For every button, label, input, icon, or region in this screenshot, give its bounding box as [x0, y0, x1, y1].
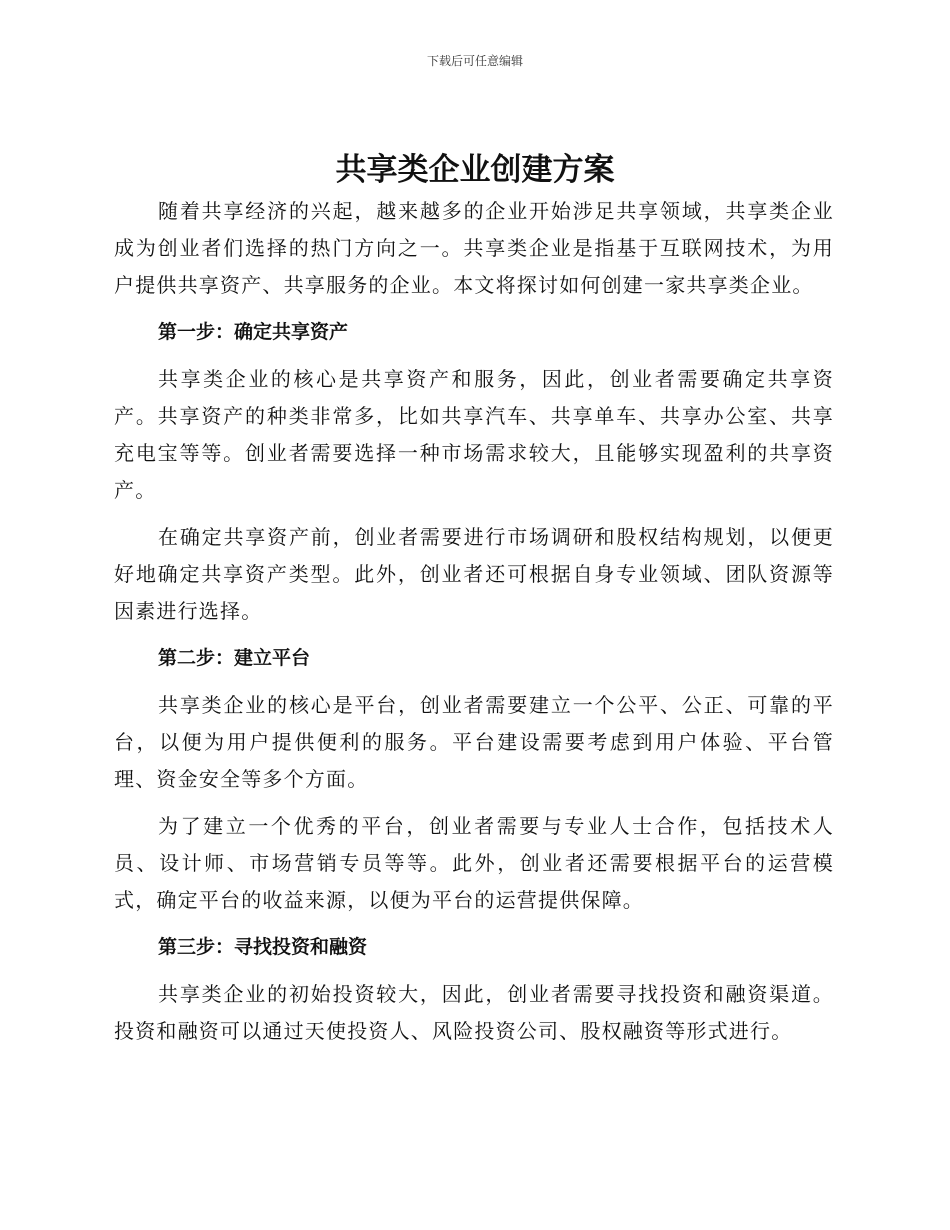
section-heading-step-3: 第三步：寻找投资和融资: [158, 936, 368, 958]
section-2-paragraph-1: 共享类企业的核心是平台，创业者需要建立一个公平、公正、可靠的平台，以便为用户提供便利的服务。平台建设需要考虑到用户体验、平台管理、资金安全等多个方面。: [114, 693, 834, 791]
section-3-paragraph-1: 共享类企业的初始投资较大，因此，创业者需要寻找投资和融资渠道。投资和融资可以通过天使投资人、风险投资公司、股权融资等形式进行。: [114, 982, 834, 1043]
page-header: 下载后可任意编辑: [426, 54, 523, 68]
document-title: 共享类企业创建方案: [335, 152, 615, 188]
section-2-paragraph-2: 为了建立一个优秀的平台，创业者需要与专业人士合作，包括技术人员、设计师、市场营销专员等等。此外，创业者还需要根据平台的运营模式，确定平台的收益来源，以便为平台的运营提供保障。: [114, 814, 834, 912]
intro-paragraph: 随着共享经济的兴起，越来越多的企业开始涉足共享领域，共享类企业成为创业者们选择的热门方向之一。共享类企业是指基于互联网技术，为用户提供共享资产、共享服务的企业。本文将探讨如何创建一家共享类企业。: [114, 199, 834, 297]
document-body: [114, 193, 834, 1060]
section-heading-step-2: 第二步：建立平台: [158, 647, 311, 669]
section-1-paragraph-1: 共享类企业的核心是共享资产和服务，因此，创业者需要确定共享资产。共享资产的种类非常多，比如共享汽车、共享单车、共享办公室、共享充电宝等等。创业者需要选择一种市场需求较大，且能够实现盈利的共享资产。: [114, 367, 834, 502]
section-heading-step-1: 第一步：确定共享资产: [158, 321, 349, 343]
section-1-paragraph-2: 在确定共享资产前，创业者需要进行市场调研和股权结构规划，以便更好地确定共享资产类型。此外，创业者还可根据自身专业领域、团队资源等因素进行选择。: [114, 525, 834, 623]
